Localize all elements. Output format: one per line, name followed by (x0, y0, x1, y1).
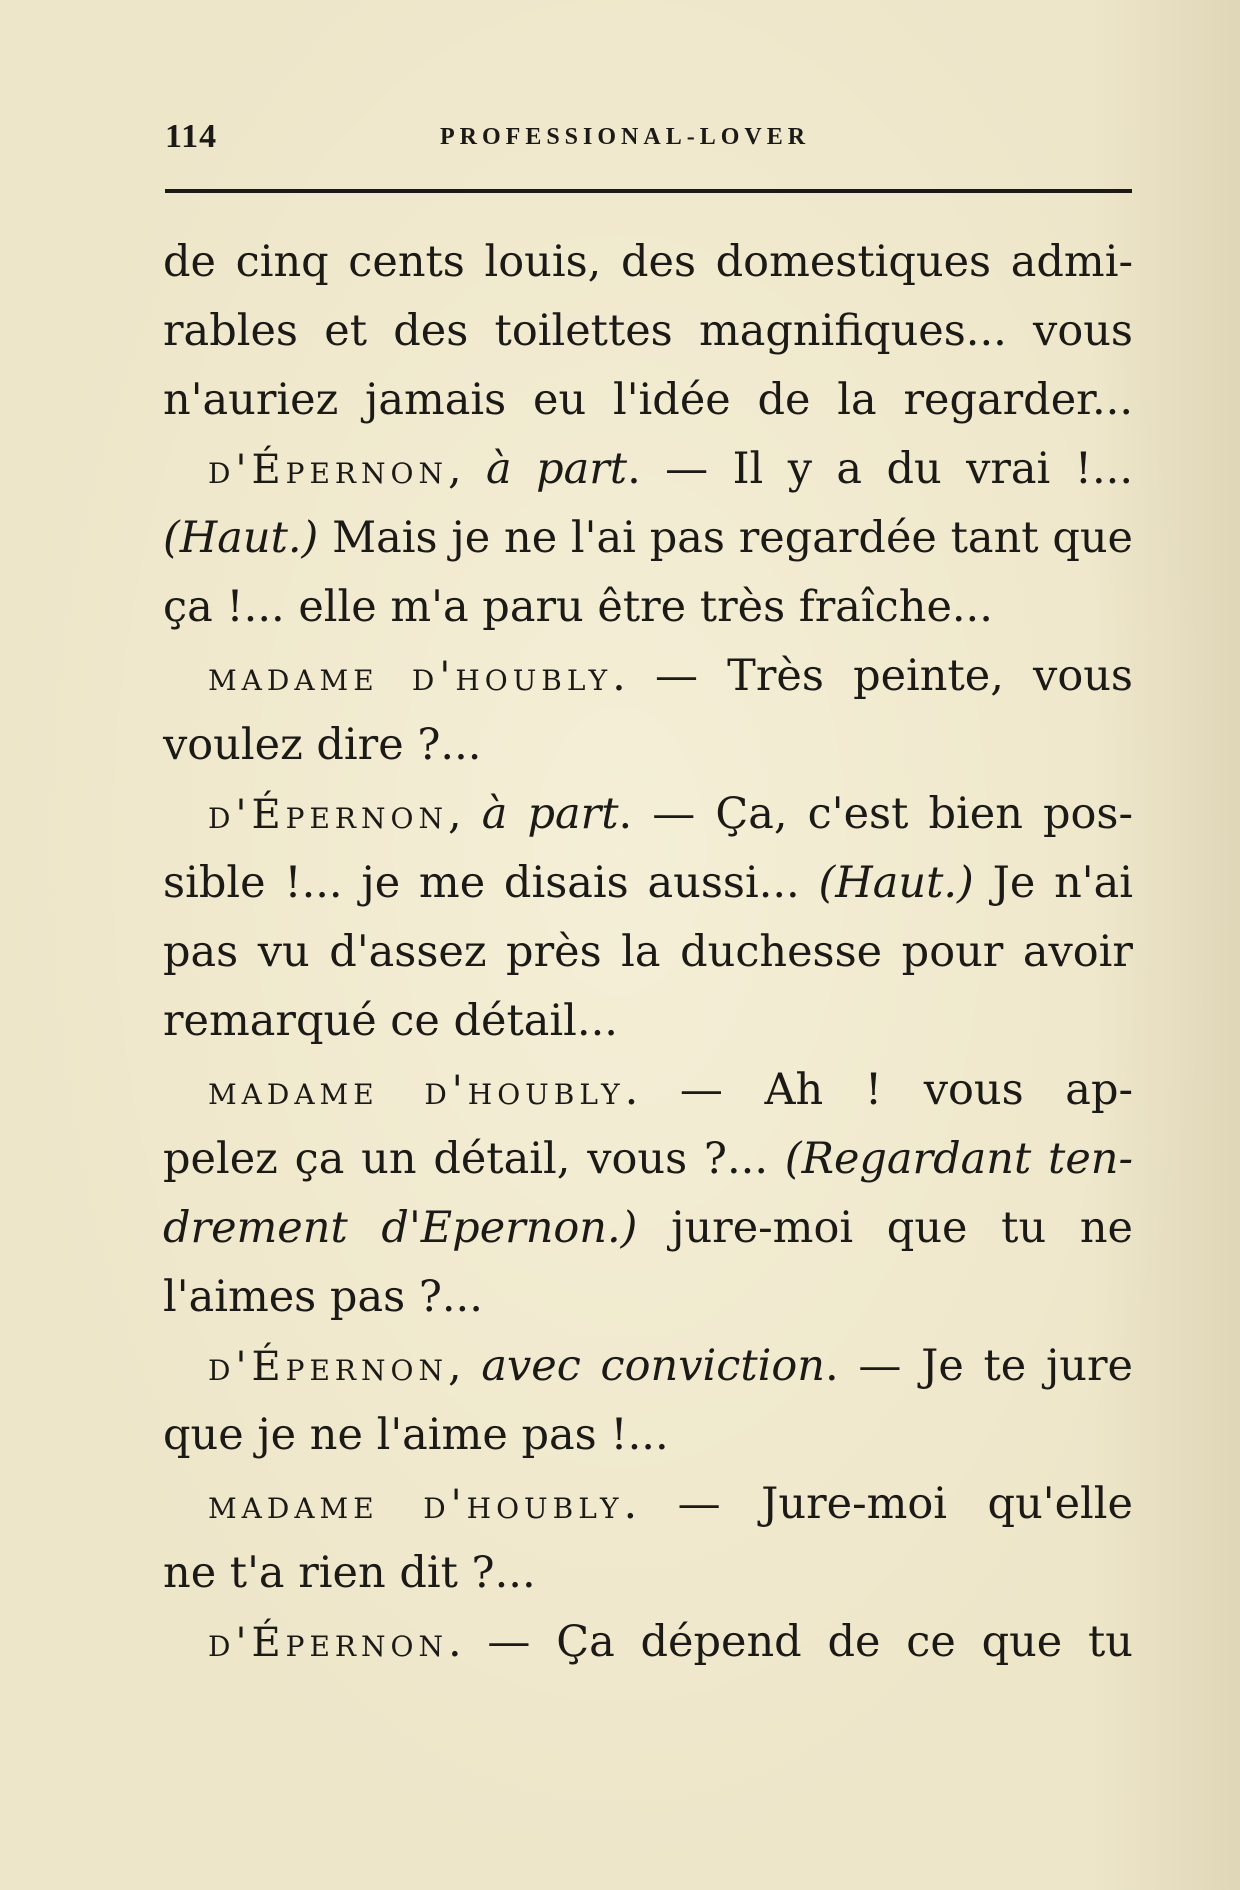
line-text: voulez dire ?... (163, 720, 482, 770)
speaker-name: madame d'houbly (163, 654, 613, 700)
line-text: . — Très peinte, vous (612, 651, 1133, 701)
line-text: de cinq cents louis, des domestiques admi- (163, 237, 1133, 287)
line-text: pelez ça un détail, vous ?... (163, 1134, 785, 1184)
speaker-name: d'Épernon (163, 447, 448, 493)
speaker-name: d'Épernon (163, 792, 448, 838)
page-header (165, 118, 1132, 158)
line-text: l'aimes pas ?... (163, 1272, 483, 1322)
line-text: . — Il y a du vrai !... (627, 444, 1133, 494)
text-line (163, 642, 1133, 711)
page-number: 114 (165, 118, 218, 155)
line-text: . — Jure-moi qu'elle (623, 1479, 1133, 1529)
line-text: ça !... elle m'a paru être très fraîche... (163, 582, 993, 632)
line-text: , (447, 444, 487, 494)
line-text: . — Ça, c'est bien pos- (618, 789, 1134, 839)
speaker-name: d'Épernon (163, 1344, 448, 1390)
text-line (163, 297, 1133, 366)
line-text: , (447, 789, 482, 839)
text-line (163, 573, 1133, 642)
line-text: . — Ça dépend de ce que tu (447, 1617, 1133, 1667)
stage-direction: (Regardant ten- (784, 1134, 1133, 1184)
text-line (163, 504, 1133, 573)
running-title: PROFESSIONAL-LOVER (440, 124, 811, 150)
text-line (163, 1194, 1133, 1263)
speaker-name: madame d'houbly (163, 1068, 625, 1114)
stage-direction: à part (481, 789, 619, 839)
text-line (163, 987, 1133, 1056)
text-line (163, 435, 1133, 504)
stage-direction: drement d'Epernon.) (163, 1203, 638, 1253)
text-line (163, 711, 1133, 780)
line-text: pas vu d'assez près la duchesse pour avoir (163, 927, 1133, 977)
text-line (163, 849, 1133, 918)
line-text: Mais je ne l'ai pas regardée tant que (318, 513, 1133, 563)
line-text: n'auriez jamais eu l'idée de la regarder... (163, 375, 1133, 425)
body-text (163, 228, 1133, 1677)
text-line (163, 228, 1133, 297)
stage-direction: (Haut.) (818, 858, 974, 908)
line-text: jure-moi que tu ne (637, 1203, 1133, 1253)
line-text: ne t'a rien dit ?... (163, 1548, 536, 1598)
line-text: Je n'ai (973, 858, 1133, 908)
text-line (163, 1470, 1133, 1539)
text-line (163, 1401, 1133, 1470)
speaker-name: madame d'houbly (163, 1482, 624, 1528)
line-text: sible !... je me disais aussi... (163, 858, 819, 908)
line-text: remarqué ce détail... (163, 996, 618, 1046)
line-text: que je ne l'aime pas !... (163, 1410, 669, 1460)
line-text: , (447, 1341, 482, 1391)
speaker-name: d'Épernon (163, 1620, 448, 1666)
stage-direction: (Haut.) (163, 513, 319, 563)
line-text: rables et des toilettes magnifiques... vous (163, 306, 1133, 356)
text-line (163, 918, 1133, 987)
text-line (163, 1608, 1133, 1677)
text-line (163, 1332, 1133, 1401)
text-line (163, 780, 1133, 849)
header-rule (165, 189, 1132, 193)
text-line (163, 1056, 1133, 1125)
line-text: . — Je te jure (824, 1341, 1133, 1391)
text-line (163, 1263, 1133, 1332)
stage-direction: à part (486, 444, 628, 494)
stage-direction: avec conviction (481, 1341, 825, 1391)
text-line (163, 366, 1133, 435)
text-line (163, 1125, 1133, 1194)
text-line (163, 1539, 1133, 1608)
line-text: . — Ah ! vous ap- (624, 1065, 1133, 1115)
